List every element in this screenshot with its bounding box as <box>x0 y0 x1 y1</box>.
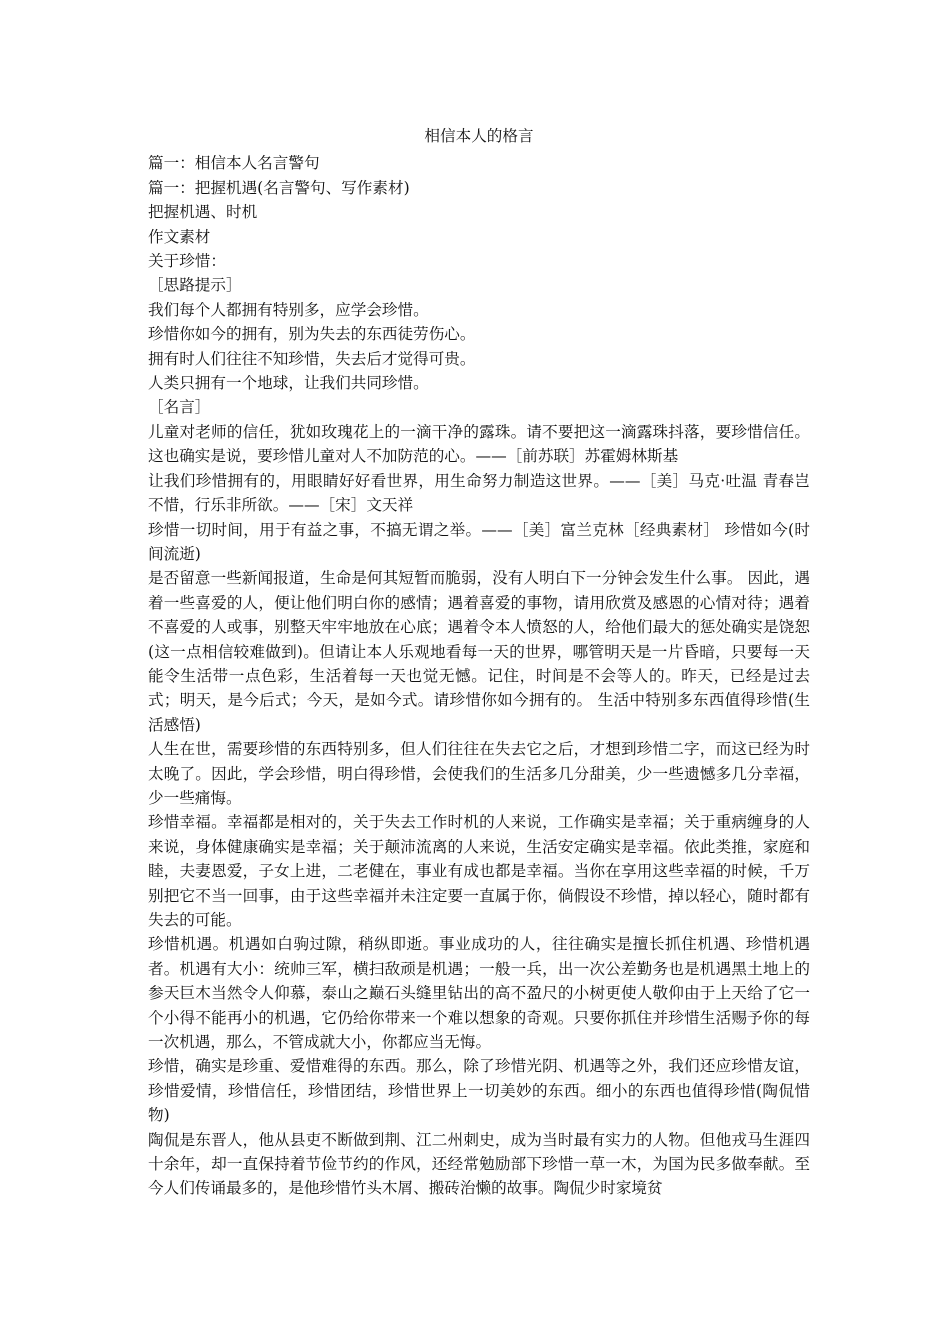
body-paragraph: 珍惜幸福。幸福都是相对的，关于失去工作时机的人来说，工作确实是幸福；关于重病缠身的人来说，身体健康确实是幸福；关于颠沛流离的人来说，生活安定确实是幸福。依此类推，家庭和睦，夫妻恩爱，子女上进，二老健在，事业有成也都是幸福。当你在享用这些幸福的时候，千万别把它不当一回事，由于这些幸福并未注定要一直属于你，倘假设不珍惜，掉以轻心，随时都有失去的可能。 <box>148 813 810 929</box>
heading-line: 把握机遇、时机 <box>148 203 258 222</box>
body-paragraph: 人生在世，需要珍惜的东西特别多，但人们往往在失去它之后，才想到珍惜二字，而这已经为时太晚了。因此，学会珍惜，明白得珍惜，会使我们的生活多几分甜美，少一些遗憾多几分幸福，少一些痛悔。 <box>148 740 810 807</box>
heading-line: 珍惜你如今的拥有，别为失去的东西徒劳伤心。 <box>148 325 476 344</box>
body-paragraph: 珍惜，确实是珍重、爱惜难得的东西。那么，除了珍惜光阴、机遇等之外，我们还应珍惜友谊，珍惜爱情，珍惜信任，珍惜团结，珍惜世界上一切美妙的东西。细小的东西也值得珍惜(陶侃惜物) <box>148 1057 810 1125</box>
quote-paragraph: 儿童对老师的信任，犹如玫瑰花上的一滴干净的露珠。请不要把这一滴露珠抖落，要珍惜信任。这也确实是说，要珍惜儿童对人不加防范的心。——［前苏联］苏霍姆林斯基 <box>148 422 810 466</box>
heading-line: 篇一：把握机遇(名言警句、写作素材) <box>148 178 410 197</box>
body-paragraph: 是否留意一些新闻报道，生命是何其短暂而脆弱，没有人明白下一分钟会发生什么事。 因此，遇着一些喜爱的人，便让他们明白你的感情；遇着喜爱的事物，请用欣赏及感恩的心情对待；遇着不喜爱的人或事，别整天牢牢地放在心底；遇着令本人愤怒的人，给他们最大的惩处确实是饶恕(这一点相信较难做到)。但请让本人乐观地看每一天的世界，哪管明天是一片昏暗，只要每一天能令生活带一点色彩，生活着每一天也觉无憾。记住，时间是不会等人的。昨天，已经是过去式；明天，是今后式；今天，是如今式。请珍惜你如今拥有的。 生活中特别多东西值得珍惜(生活感悟) <box>148 569 810 734</box>
heading-line: 我们每个人都拥有特别多，应学会珍惜。 <box>148 300 429 319</box>
body-paragraph: 陶侃是东晋人，他从县吏不断做到荆、江二州刺史，成为当时最有实力的人物。但他戎马生涯四十余年，却一直保持着节俭节约的作风，还经常勉励部下珍惜一草一木，为国为民多做奉献。至今人们传诵最多的，是他珍惜竹头木屑、搬砖治懒的故事。陶侃少时家境贫 <box>148 1130 810 1198</box>
heading-line: 篇一：相信本人名言警句 <box>148 154 320 173</box>
body-paragraph: 珍惜机遇。机遇如白驹过隙，稍纵即逝。事业成功的人，往往确实是擅长抓住机遇、珍惜机遇者。机遇有大小：统帅三军，横扫敌顽是机遇；一般一兵，出一次公差勤务也是机遇黑土地上的参天巨木当然令人仰慕，泰山之巅石头缝里钻出的高不盈尺的小树更使人敬仰由于上天给了它一个小得不能再小的机遇，它仍给你带来一个难以想象的奇观。只要你抓住并珍惜生活赐予你的每一次机遇，那么，不管成就大小，你都应当无悔。 <box>148 935 810 1052</box>
document-body <box>148 124 810 1201</box>
quote-paragraph: 珍惜一切时间，用于有益之事，不搞无谓之举。——［美］富兰克林［经典素材］ 珍惜如今(时间流逝) <box>148 520 810 563</box>
heading-line: 拥有时人们往往不知珍惜，失去后才觉得可贵。 <box>148 349 476 368</box>
heading-line: ［名言］ <box>148 398 211 417</box>
heading-line: 关于珍惜： <box>148 252 226 271</box>
quote-paragraph: 让我们珍惜拥有的，用眼睛好好看世界，用生命努力制造这世界。——［美］马克·吐温 青春岂不惜，行乐非所欲。——［宋］文天祥 <box>148 471 810 515</box>
heading-line: ［思路提示］ <box>148 276 242 295</box>
document-title: 相信本人的格言 <box>424 127 534 145</box>
heading-line: 作文素材 <box>148 227 211 246</box>
heading-line: 人类只拥有一个地球，让我们共同珍惜。 <box>148 374 429 393</box>
